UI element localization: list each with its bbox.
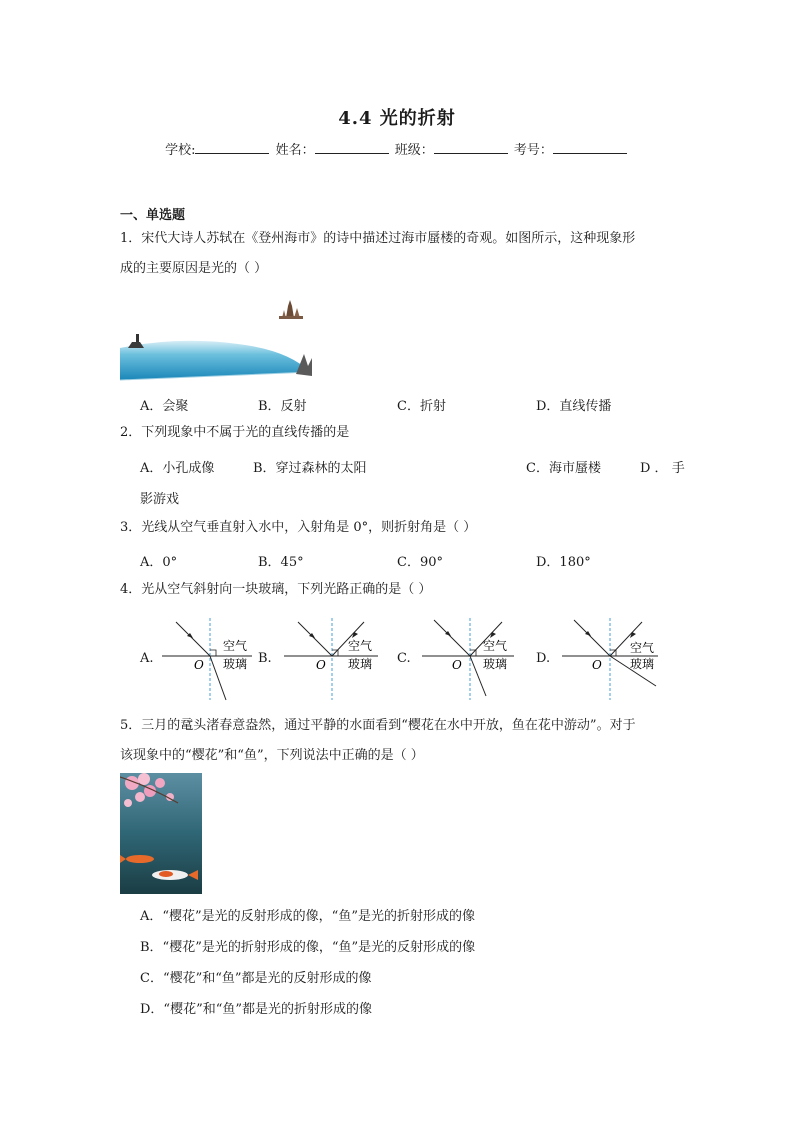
q3-option-c[interactable]: C．90°	[397, 555, 443, 570]
air-label: 空气	[483, 639, 508, 653]
mirage-building-icon	[279, 300, 303, 319]
q3-option-a[interactable]: A．0°	[140, 555, 178, 570]
question-1-line-2: 成的主要原因是光的（ ）	[120, 261, 268, 276]
q4-option-b[interactable]: B.	[258, 651, 272, 666]
number-blank[interactable]	[553, 141, 627, 154]
school-blank[interactable]	[195, 141, 269, 154]
name-blank[interactable]	[315, 141, 389, 154]
q2-option-c[interactable]: C．海市蜃楼	[526, 461, 601, 476]
question-2-line-1: 2．下列现象中不属于光的直线传播的是	[120, 425, 350, 440]
q2-option-a[interactable]: A．小孔成像	[140, 461, 215, 476]
q4-option-c[interactable]: C.	[397, 651, 411, 666]
glass-label: 玻璃	[223, 657, 248, 671]
mirage-illustration	[118, 292, 318, 382]
point-o-label: O	[452, 658, 462, 672]
point-o-label: O	[592, 658, 602, 672]
question-5-line-2: 该现象中的“樱花”和“鱼”，下列说法中正确的是（ ）	[120, 748, 424, 763]
q1-option-d[interactable]: D．直线传播	[536, 399, 612, 414]
glass-label: 玻璃	[483, 657, 508, 671]
q1-option-c[interactable]: C．折射	[397, 399, 446, 414]
class-blank[interactable]	[434, 141, 508, 154]
school-label: 学校:	[165, 143, 196, 158]
class-label: 班级：	[394, 143, 434, 158]
air-label: 空气	[348, 639, 373, 653]
question-3-line-1: 3．光线从空气垂直射入水中，入射角是 0°，则折射角是（ ）	[120, 520, 477, 535]
q5-option-a[interactable]: A．“樱花”是光的反射形成的像，“鱼”是光的折射形成的像	[140, 909, 475, 924]
point-o-label: O	[316, 658, 326, 672]
number-label: 考号：	[513, 143, 553, 158]
q1-option-a[interactable]: A．会聚	[140, 399, 189, 414]
q2-option-b[interactable]: B．穿过森林的太阳	[253, 461, 367, 476]
air-label: 空气	[223, 639, 248, 653]
q3-option-d[interactable]: D．180°	[536, 555, 591, 570]
section-title: 一、单选题	[120, 208, 186, 223]
q4-option-d[interactable]: D.	[536, 651, 551, 666]
q5-option-b[interactable]: B．“樱花”是光的折射形成的像，“鱼”是光的反射形成的像	[140, 940, 476, 955]
page-title: 4.4 光的折射	[338, 108, 456, 129]
q4-diagram-b[interactable]	[282, 616, 382, 702]
glass-label: 玻璃	[630, 657, 655, 671]
glass-label: 玻璃	[348, 657, 373, 671]
q5-option-c[interactable]: C．“樱花”和“鱼”都是光的反射形成的像	[140, 971, 372, 986]
q4-diagram-a[interactable]	[160, 616, 260, 702]
question-5-line-1: 5．三月的鼋头渚春意盎然，通过平静的水面看到“樱花在水中开放，鱼在花中游动”。对于	[120, 718, 636, 733]
q4-option-a[interactable]: A.	[140, 651, 154, 666]
air-label: 空气	[630, 641, 655, 655]
question-1-line-1: 1．宋代大诗人苏轼在《登州海市》的诗中描述过海市蜃楼的奇观。如图所示，这种现象形	[120, 231, 636, 246]
student-info-row	[0, 139, 794, 158]
q2-option-d[interactable]: D ． 手	[640, 461, 685, 476]
point-o-label: O	[194, 658, 204, 672]
q3-option-b[interactable]: B．45°	[258, 555, 304, 570]
q4-diagram-d[interactable]	[560, 616, 664, 702]
name-label: 姓名：	[275, 143, 315, 158]
question-4-line-1: 4．光从空气斜射向一块玻璃，下列光路正确的是（ ）	[120, 582, 432, 597]
cherry-blossom-koi-photo	[120, 773, 202, 894]
q4-diagram-c[interactable]	[420, 616, 520, 702]
q2-option-d-wrap: 影游戏	[140, 492, 180, 507]
q5-option-d[interactable]: D．“樱花”和“鱼”都是光的折射形成的像	[140, 1002, 373, 1017]
sea-shape	[120, 341, 310, 380]
q1-option-b[interactable]: B．反射	[258, 399, 307, 414]
